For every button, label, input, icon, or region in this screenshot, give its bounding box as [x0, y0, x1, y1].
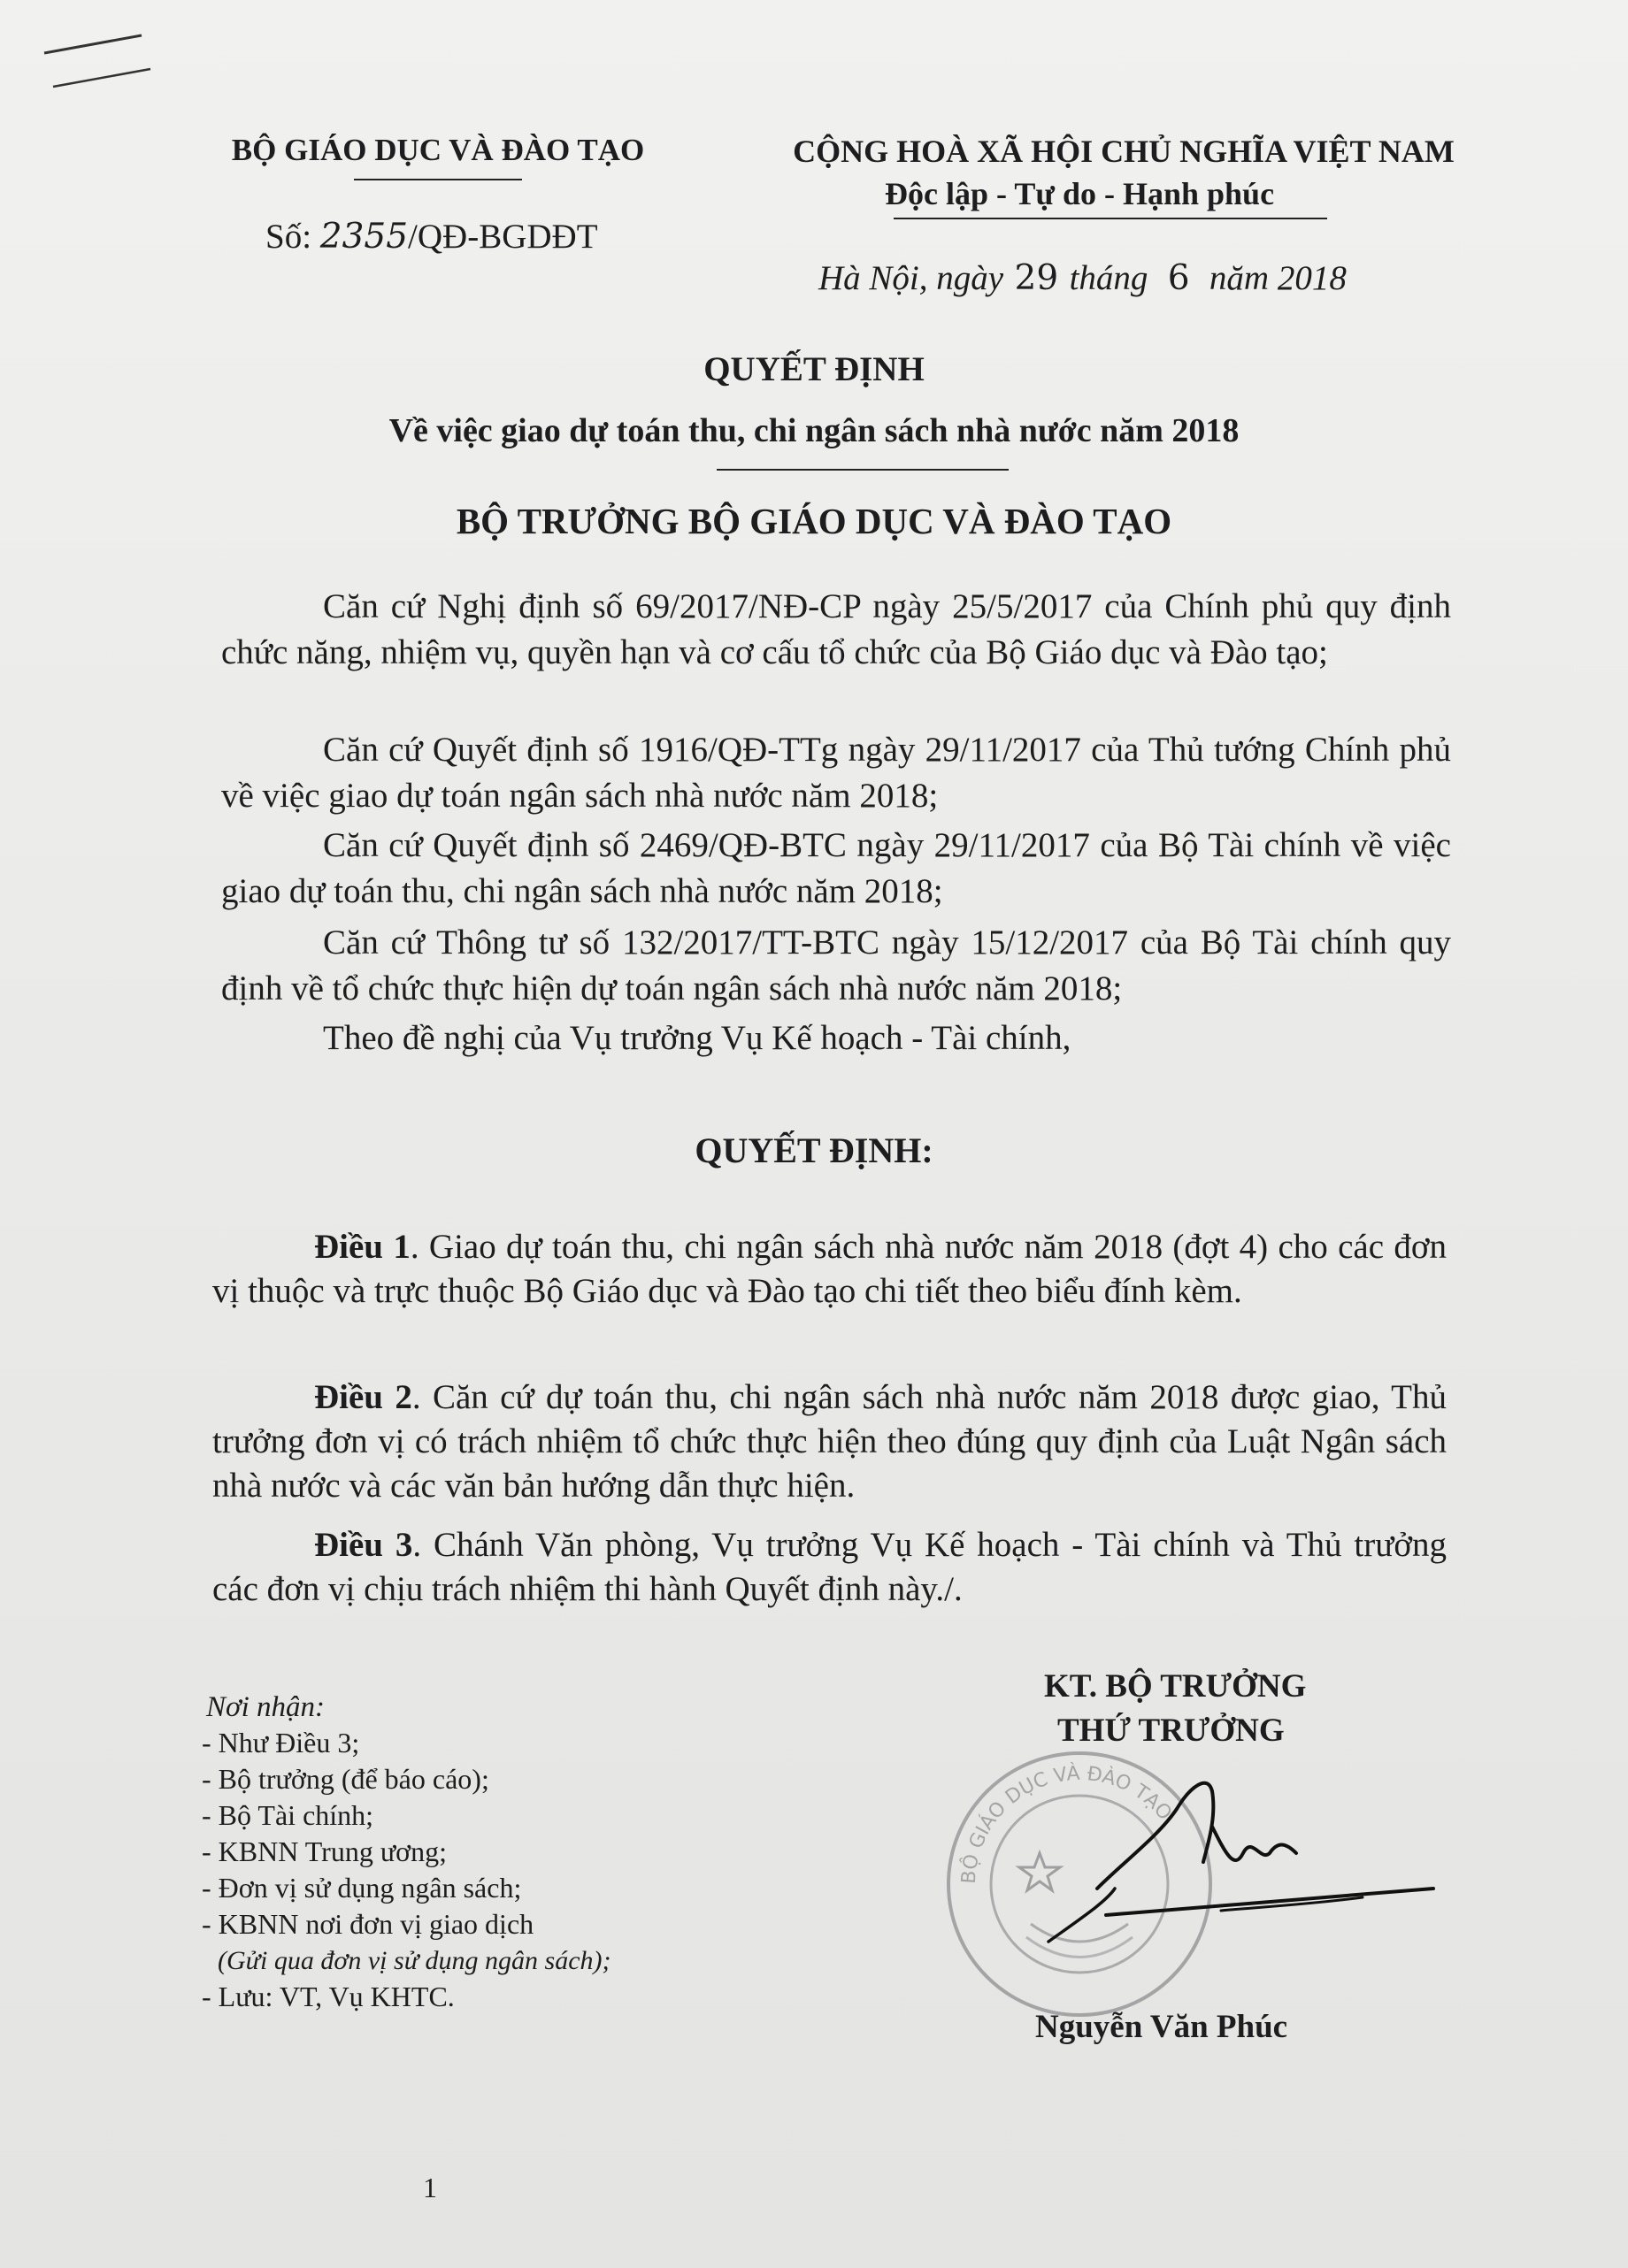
article-3	[212, 1523, 1447, 1612]
national-motto: Độc lập - Tự do - Hạnh phúc	[885, 176, 1275, 211]
recipient-item: - Lưu: VT, Vụ KHTC.	[202, 1981, 455, 2012]
date-month-label: tháng	[1069, 259, 1148, 297]
document-type: QUYẾT ĐỊNH	[703, 350, 925, 388]
recipient-item: - Như Điều 3;	[202, 1727, 360, 1758]
document-subject: Về việc giao dự toán thu, chi ngân sách nhà nước năm 2018	[388, 412, 1240, 449]
article-text: . Căn cứ dự toán thu, chi ngân sách nhà nước năm 2018 được giao, Thủ trưởng đơn vị có trách nhiệm tổ chức thực hiện theo đúng quy định của Luật Ngân sách nhà nước và các văn bản hướng dẫn thực hiện.	[212, 1378, 1447, 1505]
signer-name: Nguyễn Văn Phúc	[1035, 2009, 1288, 2045]
doc-number-suffix: /QĐ-BGDĐT	[408, 218, 598, 256]
signer-capacity: KT. BỘ TRƯỞNG	[1044, 1668, 1307, 1705]
article-text: . Giao dự toán thu, chi ngân sách nhà nước năm 2018 (đợt 4) cho các đơn vị thuộc và trực thuộc Bộ Giáo dục và Đào tạo chi tiết theo biểu đính kèm.	[212, 1228, 1447, 1310]
handwritten-signature	[1044, 1756, 1460, 1950]
article-label: Điều 2	[314, 1378, 412, 1416]
article-label: Điều 1	[314, 1228, 411, 1266]
recipient-item: - KBNN Trung ương;	[202, 1835, 447, 1867]
subject-underline	[717, 469, 1009, 471]
recipient-item: - Bộ Tài chính;	[202, 1799, 374, 1831]
pen-marks-decoration	[35, 18, 168, 115]
article-1	[212, 1225, 1447, 1314]
recipient-item: - Đơn vị sử dụng ngân sách;	[202, 1872, 522, 1904]
doc-number-label: Số:	[265, 218, 312, 256]
signer-title: THỨ TRƯỞNG	[1057, 1712, 1285, 1749]
preamble-paragraph: Căn cứ Nghị định số 69/2017/NĐ-CP ngày 25/5/2017 của Chính phủ quy định chức năng, nhiệm vụ, quyền hạn và cơ cấu tổ chức của Bộ Giáo dục và Đào tạo;	[221, 587, 1451, 671]
recipients-title: Nơi nhận:	[206, 1691, 326, 1723]
preamble-paragraph: Theo đề nghị của Vụ trưởng Vụ Kế hoạch - Tài chính,	[323, 1019, 1071, 1057]
date-year: năm 2018	[1209, 259, 1347, 297]
recipient-item: - KBNN nơi đơn vị giao dịch	[202, 1908, 534, 1940]
date-prefix: Hà Nội, ngày	[818, 259, 1004, 297]
recipient-item: - Bộ trưởng (để báo cáo);	[202, 1763, 489, 1795]
date-line	[818, 258, 1347, 298]
article-label: Điều 3	[314, 1526, 413, 1564]
motto-underline	[894, 218, 1327, 219]
doc-number-handwritten: 2355	[319, 217, 409, 257]
article-2	[212, 1375, 1447, 1508]
page-number: 1	[423, 2172, 437, 2203]
preamble-paragraph: Căn cứ Quyết định số 2469/QĐ-BTC ngày 29/11/2017 của Bộ Tài chính về việc giao dự toán thu, chi ngân sách nhà nước năm 2018;	[221, 826, 1451, 910]
document-number	[265, 217, 598, 257]
decides-heading: QUYẾT ĐỊNH:	[695, 1130, 933, 1170]
ministry-underline	[354, 179, 522, 180]
article-text: . Chánh Văn phòng, Vụ trưởng Vụ Kế hoạch - Tài chính và Thủ trưởng các đơn vị chịu trách nhiệm thi hành Quyết định này./.	[212, 1526, 1447, 1608]
national-title: CỘNG HOÀ XÃ HỘI CHỦ NGHĨA VIỆT NAM	[793, 134, 1455, 169]
date-day: 29	[1014, 258, 1059, 298]
date-month: 6	[1167, 258, 1190, 298]
issuing-authority: BỘ TRƯỞNG BỘ GIÁO DỤC VÀ ĐÀO TẠO	[456, 501, 1172, 541]
preamble-paragraph: Căn cứ Thông tư số 132/2017/TT-BTC ngày 15/12/2017 của Bộ Tài chính quy định về tổ chức thực hiện dự toán ngân sách nhà nước năm 2018;	[221, 923, 1451, 1008]
issuing-ministry: BỘ GIÁO DỤC VÀ ĐÀO TẠO	[231, 133, 645, 167]
preamble-paragraph: Căn cứ Quyết định số 1916/QĐ-TTg ngày 29/11/2017 của Thủ tướng Chính phủ về việc giao dự toán ngân sách nhà nước năm 2018;	[221, 731, 1451, 815]
seal-text: BỘ GIÁO DỤC VÀ ĐÀO TẠO	[957, 1762, 1176, 1885]
recipient-note: (Gửi qua đơn vị sử dụng ngân sách);	[218, 1946, 611, 1975]
recipients-list	[202, 1725, 611, 2015]
